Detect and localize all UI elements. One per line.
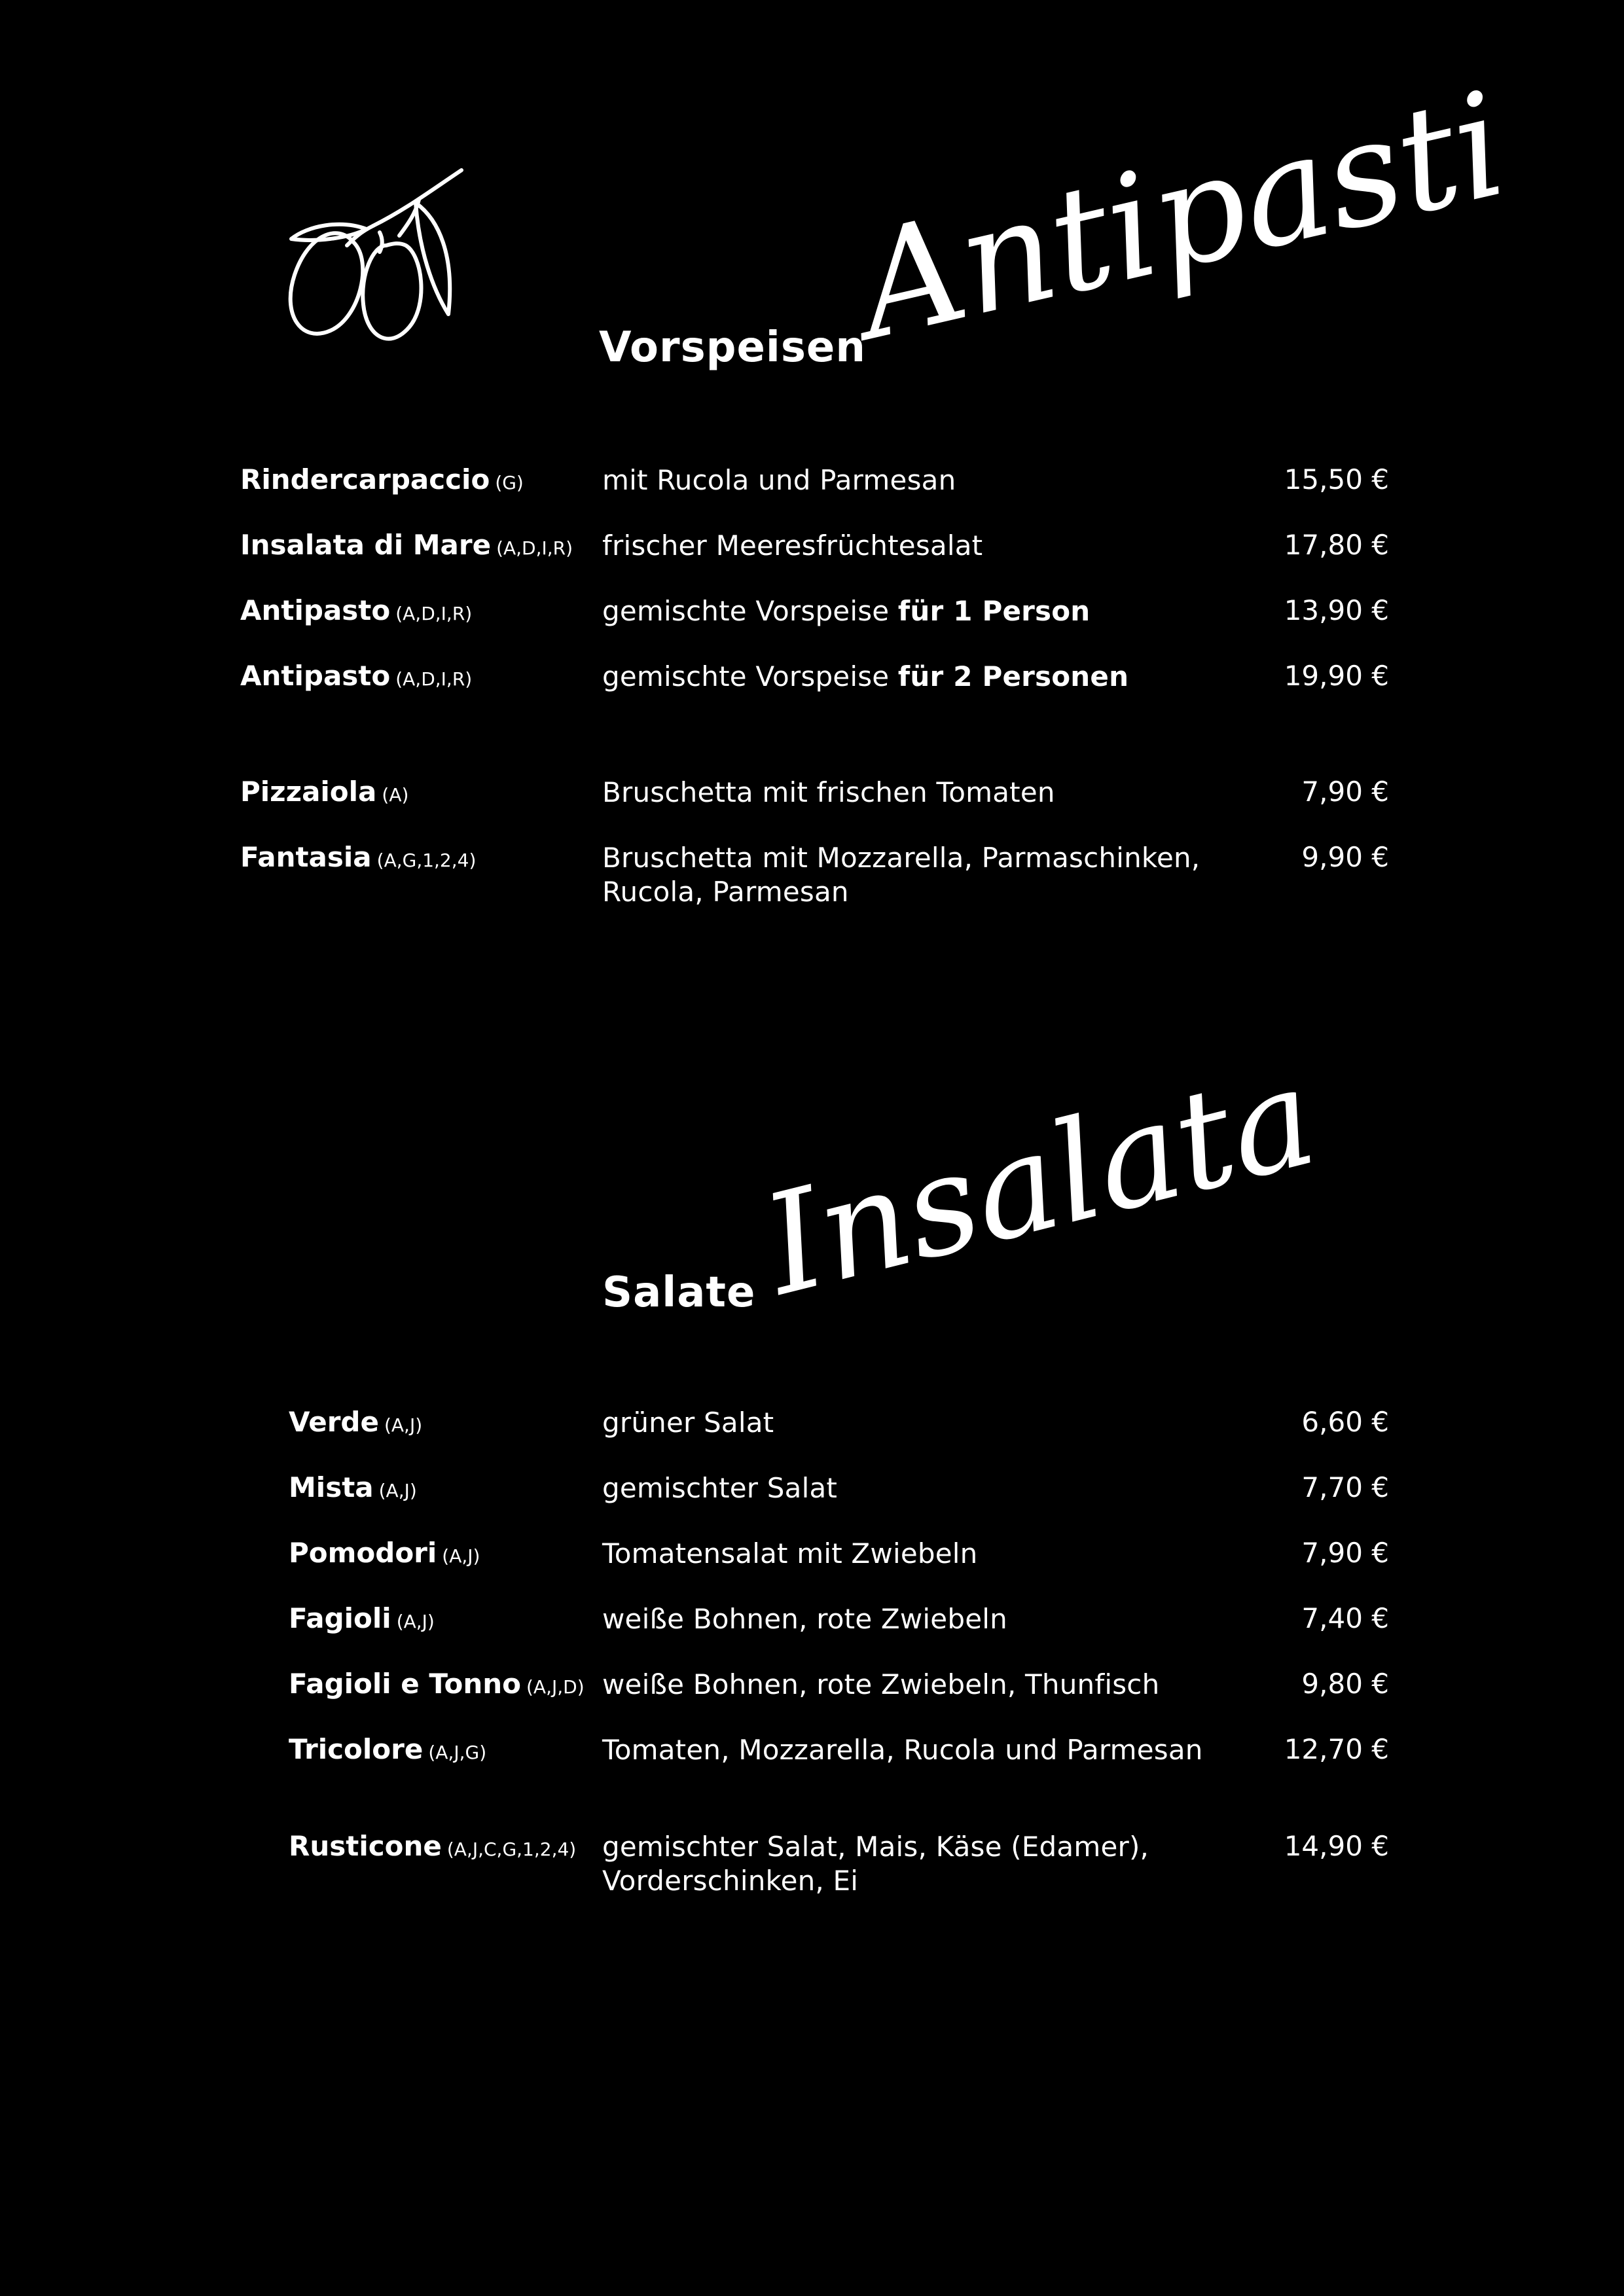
insalata-script-title: Insalata	[749, 1035, 1330, 1327]
dish-description: Bruschetta mit Mozzarella, Parmaschinken, Rucola, Parmesan	[602, 842, 1200, 908]
dish-price: 9,80 €	[1301, 1668, 1389, 1700]
dish-allergens: (A,J,C,G,1,2,4)	[446, 1839, 577, 1860]
menu-item	[0, 1733, 1624, 1812]
dish-price: 19,90 €	[1284, 660, 1389, 692]
dish-allergens: (A)	[382, 784, 409, 806]
dish-description: Bruschetta mit frischen Tomaten	[602, 776, 1055, 808]
dish-description: weiße Bohnen, rote Zwiebeln	[602, 1603, 1007, 1635]
dish-price: 12,70 €	[1284, 1733, 1389, 1765]
dish-name: Tricolore (A,J,G)	[289, 1733, 487, 1765]
dish-name: Fantasia (A,G,1,2,4)	[240, 841, 477, 873]
dish-name: Pomodori (A,J)	[289, 1537, 480, 1569]
antipasti-script-title: Antipasti	[842, 60, 1520, 372]
dish-allergens: (G)	[495, 472, 524, 493]
dish-price: 17,80 €	[1284, 529, 1389, 561]
vorspeisen-section-title: Vorspeisen	[599, 323, 866, 372]
dish-allergens: (A,J)	[396, 1611, 435, 1632]
dish-price: 7,90 €	[1301, 1537, 1389, 1569]
dish-allergens: (A,D,I,R)	[395, 668, 473, 690]
dish-description: gemischte Vorspeise für 1 Person	[602, 595, 1091, 627]
dish-description: gemischter Salat	[602, 1472, 838, 1504]
dish-price: 9,90 €	[1301, 841, 1389, 873]
dish-price: 14,90 €	[1284, 1830, 1389, 1862]
dish-allergens: (A,J)	[442, 1545, 480, 1567]
dish-name: Antipasto (A,D,I,R)	[240, 660, 473, 692]
menu-item	[0, 841, 1624, 920]
menu-item	[0, 1830, 1624, 1909]
dish-price: 15,50 €	[1284, 463, 1389, 495]
olive-branch-icon	[275, 164, 484, 367]
dish-price: 13,90 €	[1284, 594, 1389, 626]
dish-allergens: (A,D,I,R)	[496, 537, 573, 559]
dish-description: weiße Bohnen, rote Zwiebeln, Thunfisch	[602, 1668, 1160, 1700]
dish-description: gemischte Vorspeise für 2 Personen	[602, 660, 1129, 692]
dish-name: Mista (A,J)	[289, 1471, 417, 1503]
dish-description: grüner Salat	[602, 1407, 774, 1439]
dish-name: Fagioli (A,J)	[289, 1602, 435, 1634]
dish-name: Antipasto (A,D,I,R)	[240, 594, 473, 626]
dish-description: mit Rucola und Parmesan	[602, 464, 956, 496]
dish-price: 7,90 €	[1301, 776, 1389, 808]
dish-description-bold: für 1 Person	[897, 595, 1091, 627]
dish-allergens: (A,D,I,R)	[395, 603, 473, 624]
dish-allergens: (A,J,G)	[428, 1742, 487, 1763]
dish-description-bold: für 2 Personen	[897, 660, 1129, 692]
dish-description: Tomatensalat mit Zwiebeln	[602, 1537, 978, 1570]
dish-allergens: (A,J)	[384, 1414, 423, 1436]
salate-section-title: Salate	[602, 1268, 756, 1317]
dish-description: frischer Meeresfrüchtesalat	[602, 529, 983, 562]
dish-allergens: (A,J,D)	[526, 1676, 585, 1698]
dish-description: gemischter Salat, Mais, Käse (Edamer), Vorderschinken, Ei	[602, 1831, 1149, 1897]
dish-description: Tomaten, Mozzarella, Rucola und Parmesan	[602, 1734, 1203, 1766]
dish-name: Verde (A,J)	[289, 1406, 423, 1438]
dish-price: 6,60 €	[1301, 1406, 1389, 1438]
dish-name: Insalata di Mare (A,D,I,R)	[240, 529, 573, 561]
dish-name: Pizzaiola (A)	[240, 776, 409, 808]
dish-allergens: (A,J)	[378, 1480, 417, 1501]
dish-name: Rindercarpaccio (G)	[240, 463, 524, 495]
dish-name: Fagioli e Tonno (A,J,D)	[289, 1668, 585, 1700]
dish-allergens: (A,G,1,2,4)	[376, 850, 477, 871]
menu-item	[0, 660, 1624, 738]
dish-price: 7,70 €	[1301, 1471, 1389, 1503]
dish-name: Rusticone (A,J,C,G,1,2,4)	[289, 1830, 577, 1862]
dish-price: 7,40 €	[1301, 1602, 1389, 1634]
